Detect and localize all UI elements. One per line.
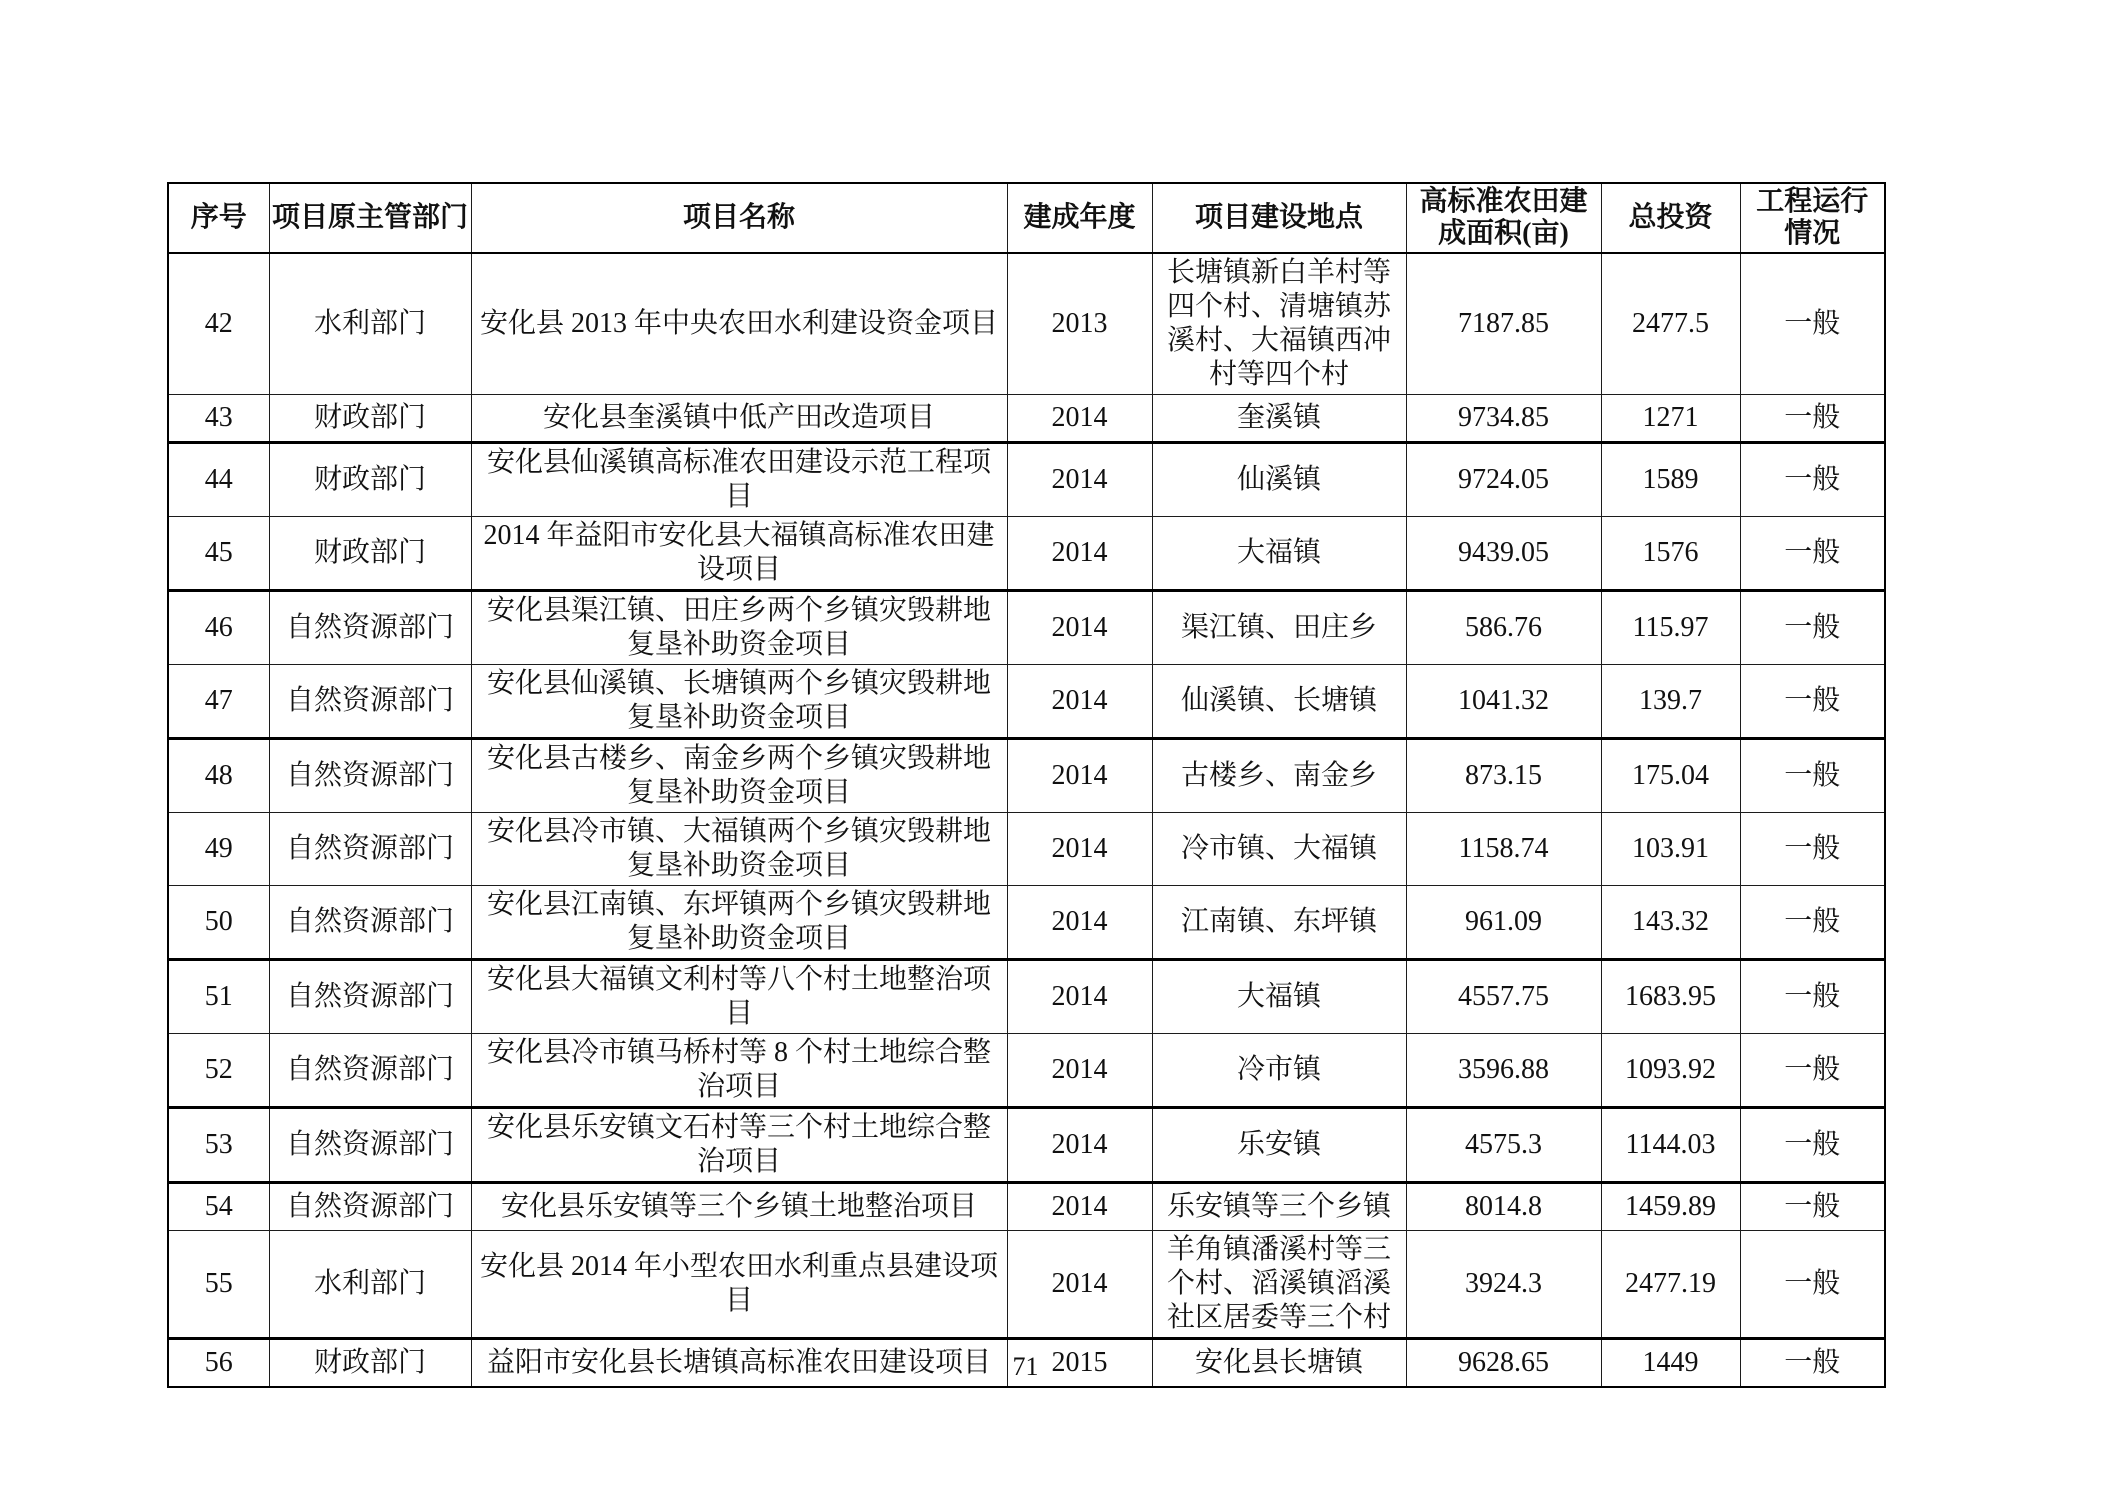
column-header-area: 高标准农田建成面积(亩) [1406, 183, 1601, 253]
cell-project-name: 安化县冷市镇马桥村等 8 个村土地综合整治项目 [471, 1034, 1007, 1108]
cell-investment: 1459.89 [1601, 1183, 1740, 1231]
cell-seq: 50 [168, 886, 269, 960]
cell-area: 3924.3 [1406, 1231, 1601, 1339]
cell-area: 1041.32 [1406, 665, 1601, 739]
cell-year: 2015 [1007, 1339, 1152, 1388]
cell-project-name: 安化县 2014 年小型农田水利重点县建设项目 [471, 1231, 1007, 1339]
cell-location: 古楼乡、南金乡 [1152, 739, 1406, 813]
cell-area: 8014.8 [1406, 1183, 1601, 1231]
table-row [168, 443, 1885, 517]
cell-investment: 1271 [1601, 395, 1740, 443]
cell-department: 自然资源部门 [269, 1183, 471, 1231]
cell-seq: 54 [168, 1183, 269, 1231]
cell-year: 2014 [1007, 739, 1152, 813]
cell-location: 大福镇 [1152, 517, 1406, 591]
cell-seq: 51 [168, 960, 269, 1034]
cell-area: 9628.65 [1406, 1339, 1601, 1388]
cell-investment: 103.91 [1601, 813, 1740, 886]
cell-seq: 48 [168, 739, 269, 813]
cell-project-name: 安化县乐安镇文石村等三个村土地综合整治项目 [471, 1108, 1007, 1183]
column-header-project-name: 项目名称 [471, 183, 1007, 253]
column-header-seq: 序号 [168, 183, 269, 253]
cell-status: 一般 [1740, 591, 1885, 665]
table-row [168, 591, 1885, 665]
cell-location: 江南镇、东坪镇 [1152, 886, 1406, 960]
table-row [168, 813, 1885, 886]
cell-location: 安化县长塘镇 [1152, 1339, 1406, 1388]
cell-seq: 47 [168, 665, 269, 739]
cell-investment: 1449 [1601, 1339, 1740, 1388]
cell-status: 一般 [1740, 1231, 1885, 1339]
cell-location: 羊角镇潘溪村等三个村、滔溪镇滔溪社区居委等三个村 [1152, 1231, 1406, 1339]
cell-area: 9724.05 [1406, 443, 1601, 517]
cell-status: 一般 [1740, 1339, 1885, 1388]
cell-seq: 44 [168, 443, 269, 517]
cell-department: 水利部门 [269, 1231, 471, 1339]
cell-year: 2014 [1007, 591, 1152, 665]
cell-area: 4575.3 [1406, 1108, 1601, 1183]
cell-location: 乐安镇 [1152, 1108, 1406, 1183]
cell-seq: 43 [168, 395, 269, 443]
table-body [168, 253, 1885, 1387]
cell-project-name: 安化县大福镇文利村等八个村土地整治项目 [471, 960, 1007, 1034]
table-header [168, 183, 1885, 253]
cell-year: 2014 [1007, 395, 1152, 443]
cell-status: 一般 [1740, 886, 1885, 960]
cell-seq: 42 [168, 253, 269, 395]
table-row [168, 1034, 1885, 1108]
table-row [168, 1108, 1885, 1183]
cell-area: 586.76 [1406, 591, 1601, 665]
cell-investment: 2477.5 [1601, 253, 1740, 395]
table-row [168, 395, 1885, 443]
cell-project-name: 安化县渠江镇、田庄乡两个乡镇灾毁耕地复垦补助资金项目 [471, 591, 1007, 665]
cell-area: 961.09 [1406, 886, 1601, 960]
table-row [168, 517, 1885, 591]
cell-year: 2014 [1007, 1034, 1152, 1108]
cell-year: 2013 [1007, 253, 1152, 395]
cell-area: 1158.74 [1406, 813, 1601, 886]
column-header-department: 项目原主管部门 [269, 183, 471, 253]
cell-status: 一般 [1740, 1108, 1885, 1183]
cell-status: 一般 [1740, 517, 1885, 591]
cell-investment: 139.7 [1601, 665, 1740, 739]
cell-investment: 1589 [1601, 443, 1740, 517]
cell-status: 一般 [1740, 813, 1885, 886]
cell-project-name: 安化县奎溪镇中低产田改造项目 [471, 395, 1007, 443]
page-number: 71 [1012, 1352, 1039, 1381]
cell-location: 冷市镇 [1152, 1034, 1406, 1108]
table-row [168, 1231, 1885, 1339]
cell-department: 自然资源部门 [269, 1034, 471, 1108]
cell-investment: 175.04 [1601, 739, 1740, 813]
cell-year: 2014 [1007, 443, 1152, 517]
cell-department: 自然资源部门 [269, 1108, 471, 1183]
cell-location: 长塘镇新白羊村等四个村、清塘镇苏溪村、大福镇西冲村等四个村 [1152, 253, 1406, 395]
cell-location: 渠江镇、田庄乡 [1152, 591, 1406, 665]
column-header-location: 项目建设地点 [1152, 183, 1406, 253]
cell-year: 2014 [1007, 886, 1152, 960]
cell-department: 财政部门 [269, 395, 471, 443]
cell-department: 自然资源部门 [269, 739, 471, 813]
header-row [168, 183, 1885, 253]
cell-area: 873.15 [1406, 739, 1601, 813]
cell-project-name: 安化县 2013 年中央农田水利建设资金项目 [471, 253, 1007, 395]
cell-area: 7187.85 [1406, 253, 1601, 395]
cell-location: 仙溪镇 [1152, 443, 1406, 517]
cell-department: 财政部门 [269, 1339, 471, 1388]
cell-year: 2014 [1007, 1108, 1152, 1183]
column-header-investment: 总投资 [1601, 183, 1740, 253]
cell-seq: 55 [168, 1231, 269, 1339]
cell-department: 水利部门 [269, 253, 471, 395]
cell-seq: 46 [168, 591, 269, 665]
table-row [168, 960, 1885, 1034]
cell-department: 自然资源部门 [269, 813, 471, 886]
cell-project-name: 安化县江南镇、东坪镇两个乡镇灾毁耕地复垦补助资金项目 [471, 886, 1007, 960]
cell-location: 奎溪镇 [1152, 395, 1406, 443]
cell-status: 一般 [1740, 395, 1885, 443]
cell-status: 一般 [1740, 253, 1885, 395]
cell-status: 一般 [1740, 1034, 1885, 1108]
document-page-body [167, 182, 1884, 1388]
cell-project-name: 安化县古楼乡、南金乡两个乡镇灾毁耕地复垦补助资金项目 [471, 739, 1007, 813]
table-row [168, 739, 1885, 813]
cell-project-name: 安化县冷市镇、大福镇两个乡镇灾毁耕地复垦补助资金项目 [471, 813, 1007, 886]
cell-status: 一般 [1740, 665, 1885, 739]
column-header-year: 建成年度 [1007, 183, 1152, 253]
cell-investment: 1576 [1601, 517, 1740, 591]
cell-area: 9439.05 [1406, 517, 1601, 591]
cell-project-name: 2014 年益阳市安化县大福镇高标准农田建设项目 [471, 517, 1007, 591]
cell-location: 乐安镇等三个乡镇 [1152, 1183, 1406, 1231]
cell-project-name: 安化县乐安镇等三个乡镇土地整治项目 [471, 1183, 1007, 1231]
cell-seq: 45 [168, 517, 269, 591]
cell-seq: 56 [168, 1339, 269, 1388]
cell-status: 一般 [1740, 1183, 1885, 1231]
cell-project-name: 益阳市安化县长塘镇高标准农田建设项目 [471, 1339, 1007, 1388]
cell-investment: 1683.95 [1601, 960, 1740, 1034]
cell-department: 自然资源部门 [269, 665, 471, 739]
table-row [168, 1183, 1885, 1231]
cell-year: 2014 [1007, 1183, 1152, 1231]
cell-department: 自然资源部门 [269, 960, 471, 1034]
cell-status: 一般 [1740, 443, 1885, 517]
cell-project-name: 安化县仙溪镇、长塘镇两个乡镇灾毁耕地复垦补助资金项目 [471, 665, 1007, 739]
cell-year: 2014 [1007, 517, 1152, 591]
column-header-status: 工程运行情况 [1740, 183, 1885, 253]
cell-department: 财政部门 [269, 517, 471, 591]
cell-location: 冷市镇、大福镇 [1152, 813, 1406, 886]
projects-table [167, 182, 1886, 1388]
cell-investment: 143.32 [1601, 886, 1740, 960]
table-row [168, 886, 1885, 960]
cell-year: 2014 [1007, 1231, 1152, 1339]
table-row [168, 665, 1885, 739]
cell-investment: 1093.92 [1601, 1034, 1740, 1108]
cell-department: 自然资源部门 [269, 886, 471, 960]
cell-location: 大福镇 [1152, 960, 1406, 1034]
cell-status: 一般 [1740, 960, 1885, 1034]
cell-status: 一般 [1740, 739, 1885, 813]
cell-year: 2014 [1007, 665, 1152, 739]
table-row [168, 253, 1885, 395]
cell-location: 仙溪镇、长塘镇 [1152, 665, 1406, 739]
cell-project-name: 安化县仙溪镇高标准农田建设示范工程项目 [471, 443, 1007, 517]
cell-area: 3596.88 [1406, 1034, 1601, 1108]
cell-seq: 53 [168, 1108, 269, 1183]
cell-seq: 52 [168, 1034, 269, 1108]
cell-investment: 115.97 [1601, 591, 1740, 665]
cell-year: 2014 [1007, 813, 1152, 886]
cell-department: 自然资源部门 [269, 591, 471, 665]
cell-year: 2014 [1007, 960, 1152, 1034]
cell-department: 财政部门 [269, 443, 471, 517]
cell-area: 4557.75 [1406, 960, 1601, 1034]
cell-seq: 49 [168, 813, 269, 886]
cell-investment: 2477.19 [1601, 1231, 1740, 1339]
cell-investment: 1144.03 [1601, 1108, 1740, 1183]
cell-area: 9734.85 [1406, 395, 1601, 443]
